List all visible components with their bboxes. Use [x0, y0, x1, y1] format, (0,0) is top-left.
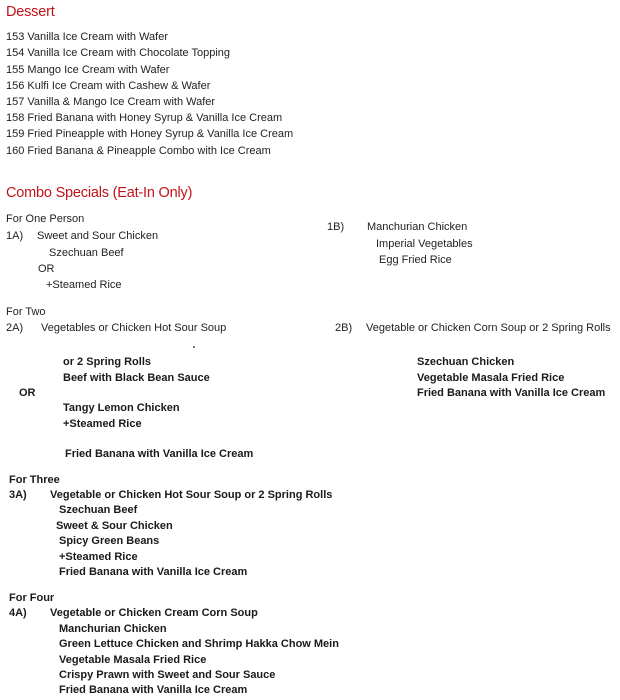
combo-1a-item: Sweet and Sour Chicken [37, 230, 159, 242]
combo-one-label: For One Person [6, 213, 85, 225]
combo-2a-item: Beef with Black Bean Sauce [63, 372, 210, 384]
combo-1b-item: Imperial Vegetables [376, 238, 473, 250]
dessert-item-153: 153 Vanilla Ice Cream with Wafer [6, 31, 169, 43]
combo-4a-item: Crispy Prawn with Sweet and Sour Sauce [59, 669, 276, 681]
combo-1b-item: Egg Fried Rice [379, 254, 452, 266]
combo-heading: Combo Specials (Eat-In Only) [6, 185, 193, 201]
dessert-item-157: 157 Vanilla & Mango Ice Cream with Wafer [6, 96, 216, 108]
combo-2a-item: or 2 Spring Rolls [63, 356, 152, 368]
dessert-heading: Dessert [6, 4, 55, 20]
combo-4a-item: Green Lettuce Chicken and Shrimp Hakka Chow Mein [59, 638, 339, 650]
combo-2a-item: Tangy Lemon Chicken [63, 402, 180, 414]
dessert-item-155: 155 Mango Ice Cream with Wafer [6, 64, 170, 76]
combo-2a-soup: Vegetables or Chicken Hot Sour Soup [41, 322, 227, 334]
combo-2b-soup: Vegetable or Chicken Corn Soup or 2 Spring Rolls [366, 322, 611, 334]
dessert-item-156: 156 Kulfi Ice Cream with Cashew & Wafer [6, 80, 211, 92]
combo-4a-item: Vegetable Masala Fried Rice [59, 654, 207, 666]
combo-four-label: For Four [9, 592, 55, 604]
combo-1b-code: 1B) [327, 221, 345, 233]
combo-4a-item: Vegetable or Chicken Cream Corn Soup [50, 607, 258, 619]
combo-2b-code: 2B) [335, 322, 353, 334]
combo-4a-item: Manchurian Chicken [59, 623, 167, 635]
combo-1b-item: Manchurian Chicken [367, 221, 468, 233]
dessert-item-160: 160 Fried Banana & Pineapple Combo with Ice Cream [6, 145, 271, 157]
combo-2b-item: Fried Banana with Vanilla Ice Cream [417, 387, 606, 399]
combo-2b-item: Szechuan Chicken [417, 356, 515, 368]
dessert-item-159: 159 Fried Pineapple with Honey Syrup & Vanilla Ice Cream [6, 128, 294, 140]
combo-3a-code: 3A) [9, 489, 27, 501]
combo-3a-item: Sweet & Sour Chicken [56, 520, 173, 532]
combo-three-label: For Three [9, 474, 60, 486]
combo-1a-item: Szechuan Beef [49, 247, 124, 259]
combo-3a-item: Szechuan Beef [59, 504, 138, 516]
dessert-item-154: 154 Vanilla Ice Cream with Chocolate Topping [6, 47, 231, 59]
combo-2a-or: OR [19, 387, 36, 399]
combo-1a-item: +Steamed Rice [46, 279, 122, 291]
stray-dot [193, 346, 195, 348]
combo-2a-item: Fried Banana with Vanilla Ice Cream [65, 448, 254, 460]
dessert-item-158: 158 Fried Banana with Honey Syrup & Vanilla Ice Cream [6, 112, 283, 124]
combo-3a-item: Fried Banana with Vanilla Ice Cream [59, 566, 248, 578]
combo-3a-item: Spicy Green Beans [59, 535, 160, 547]
combo-4a-code: 4A) [9, 607, 27, 619]
combo-3a-item: Vegetable or Chicken Hot Sour Soup or 2 Spring Rolls [50, 489, 333, 501]
combo-2a-code: 2A) [6, 322, 24, 334]
combo-1a-code: 1A) [6, 230, 24, 242]
combo-4a-item: Fried Banana with Vanilla Ice Cream [59, 684, 248, 696]
combo-2a-item: +Steamed Rice [63, 418, 142, 430]
combo-1a-or: OR [38, 263, 55, 275]
combo-two-label: For Two [6, 306, 46, 318]
combo-3a-item: +Steamed Rice [59, 551, 138, 563]
combo-2b-item: Vegetable Masala Fried Rice [417, 372, 565, 384]
